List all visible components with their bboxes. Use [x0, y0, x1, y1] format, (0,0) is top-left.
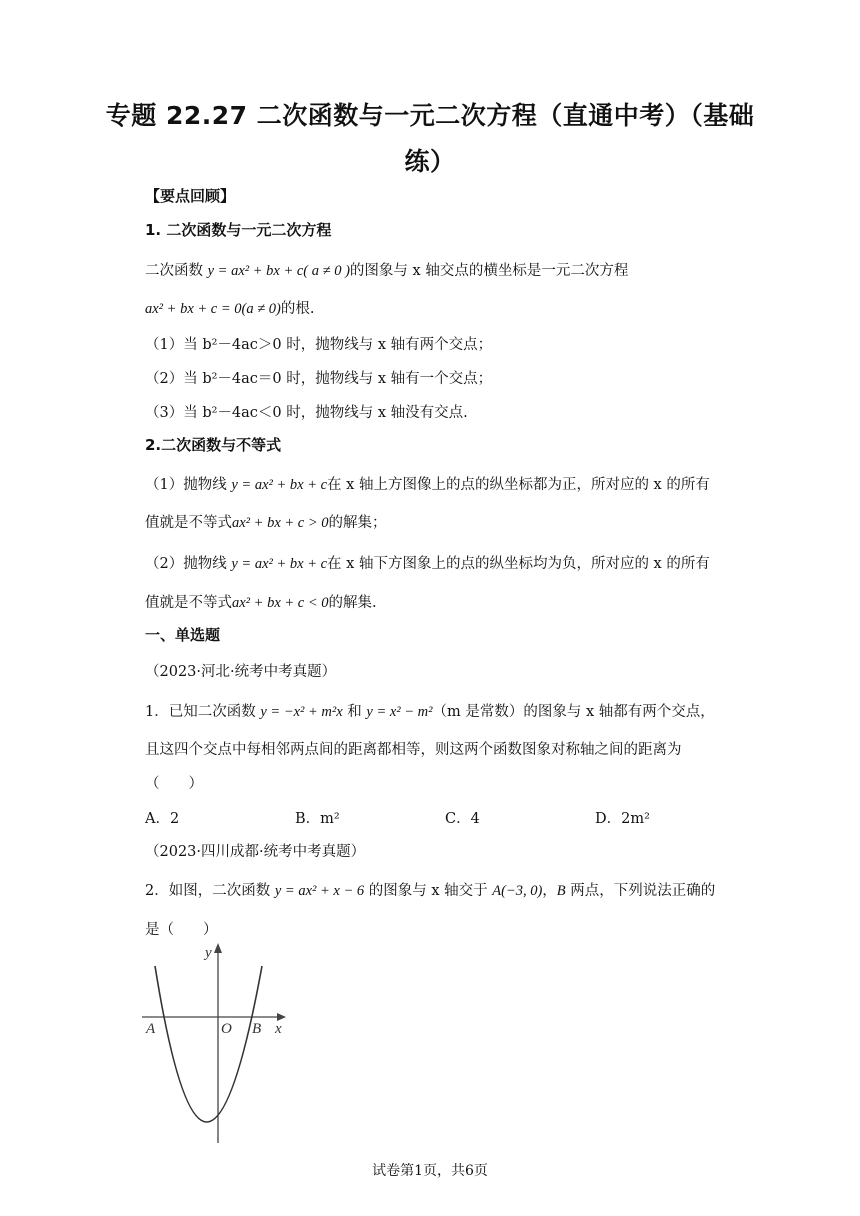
q2-point-a: A(−3, 0) [492, 883, 543, 899]
q1-text: （m 是常数）的图象与 x 轴都有两个交点， [432, 704, 715, 720]
parabola-formula: y = ax² + bx + c [231, 477, 328, 493]
s2-text: 值就是不等式 [145, 595, 232, 611]
s1-text: 的根. [280, 301, 315, 317]
q1-text: 1．已知二次函数 [145, 704, 261, 720]
q2-text: 2．如图，二次函数 [145, 883, 275, 899]
quadratic-function-formula: y = ax² + bx + c( a ≠ 0 ) [207, 263, 350, 279]
q1-line3: （ ） [145, 776, 203, 792]
label-o: O [221, 1021, 232, 1037]
s1-paragraph-line2 [145, 297, 314, 318]
q1-line1 [145, 700, 715, 721]
q1-option-d[interactable]: D．2m² [595, 811, 650, 827]
s2-text: 的解集. [328, 595, 377, 611]
parabola-curve [155, 966, 262, 1122]
s1-text: 的图象与 x 轴交点的横坐标是一元二次方程 [349, 263, 629, 279]
s2-text: 值就是不等式 [145, 515, 232, 531]
q1-text: 和 [342, 704, 367, 720]
single-choice-heading: 一、单选题 [145, 626, 221, 644]
q2-function: y = ax² + x − 6 [274, 883, 365, 899]
q2-text: ， [542, 883, 557, 899]
q1-function2: y = x² − m² [366, 704, 433, 720]
q1-function1: y = −x² + m²x [260, 704, 343, 720]
parabola-formula: y = ax² + bx + c [231, 556, 328, 572]
section2-heading: 2.二次函数与不等式 [145, 436, 282, 454]
s2-line4 [145, 591, 377, 612]
inequality-positive: ax² + bx + c > 0 [232, 515, 329, 531]
s2-text: （2）抛物线 [145, 556, 232, 572]
quadratic-equation-formula: ax² + bx + c = 0(a ≠ 0) [145, 301, 281, 317]
q2-line1 [145, 879, 715, 900]
q2-text: 的图象与 x 轴交于 [364, 883, 493, 899]
s2-line1 [145, 473, 710, 494]
q2-parabola-figure [140, 938, 300, 1148]
q2-source: （2023·四川成都·统考中考真题） [145, 844, 366, 860]
s2-line2 [145, 511, 387, 532]
s2-text: 在 x 轴上方图像上的点的纵坐标都为正，所对应的 x 的所有 [327, 477, 710, 493]
case-3: （3）当 b²－4ac＜0 时，抛物线与 x 轴没有交点. [145, 405, 468, 421]
review-heading: 【要点回顾】 [145, 187, 236, 205]
q2-line2: 是（ ） [145, 922, 218, 938]
s2-text: 的解集； [328, 515, 387, 531]
s1-text: 二次函数 [145, 263, 208, 279]
s1-paragraph-line1 [145, 259, 628, 280]
doc-title-line1: 专题 22.27 二次函数与一元二次方程（直通中考）（基础 [105, 101, 755, 130]
label-y: y [205, 945, 212, 961]
inequality-negative: ax² + bx + c < 0 [232, 595, 329, 611]
page-footer: 试卷第1页，共6页 [372, 1163, 488, 1179]
case-1: （1）当 b²－4ac＞0 时，抛物线与 x 轴有两个交点； [145, 337, 493, 353]
s2-text: 在 x 轴下方图象上的点的纵坐标均为负，所对应的 x 的所有 [327, 556, 710, 572]
q1-option-a[interactable]: A．2 [145, 811, 180, 827]
q1-source: （2023·河北·统考中考真题） [145, 664, 337, 680]
s2-line3 [145, 552, 710, 573]
doc-title-line2: 练） [404, 147, 456, 176]
label-b: B [252, 1021, 262, 1037]
q1-line2: 且这四个交点中每相邻两点间的距离都相等，则这两个函数图象对称轴之间的距离为 [145, 742, 682, 758]
label-a: A [146, 1021, 156, 1037]
s2-text: （1）抛物线 [145, 477, 232, 493]
label-x: x [275, 1021, 282, 1037]
q1-option-c[interactable]: C．4 [445, 811, 480, 827]
x-axis-arrow [277, 1013, 286, 1021]
q1-option-b[interactable]: B．m² [295, 811, 340, 827]
section1-heading: 1. 二次函数与一元二次方程 [145, 221, 332, 239]
y-axis-arrow [214, 943, 222, 953]
q2-text: 两点，下列说法正确的 [565, 883, 716, 899]
case-2: （2）当 b²－4ac＝0 时，抛物线与 x 轴有一个交点； [145, 371, 493, 387]
q2-point-b: B [556, 883, 566, 899]
